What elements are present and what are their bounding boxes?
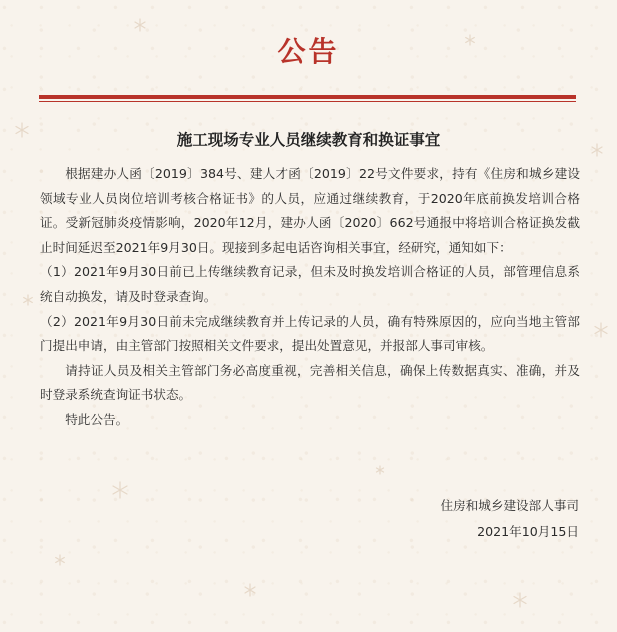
snowflake-ornament-icon bbox=[113, 482, 127, 498]
notice-body bbox=[40, 162, 580, 433]
notice-title: 施工现场专业人员继续教育和换证事宜 bbox=[176, 131, 441, 149]
banner-title: 公告 bbox=[277, 35, 340, 68]
snowflake-ornament-icon bbox=[595, 323, 607, 337]
issuer-name: 住房和城乡建设部人事司 bbox=[440, 498, 579, 513]
notice-paragraph: （1）2021年9月30日前已上传继续教育记录，但未及时换发培训合格证的人员，部管理信息系统自动换发，请及时登录查询。 bbox=[40, 264, 580, 304]
snowflake-ornament-icon bbox=[514, 593, 526, 607]
notice-paragraph: 请持证人员及相关主管部门务必高度重视，完善相关信息，确保上传数据真实、准确，并及时登录系统查询证书状态。 bbox=[40, 362, 580, 403]
snowflake-ornament-icon bbox=[56, 555, 65, 565]
snowflake-ornament-icon bbox=[135, 19, 145, 31]
notice-paragraph: 根据建办人函〔2019〕384号、建人才函〔2019〕22号文件要求，持有《住房和城乡建设领域专业人员岗位培训考核合格证书》的人员，应通过继续教育，于2020年底前换发培训合格证。受新冠肺炎疫情影响，2020年12月，建办人函〔2020〕662号通报中将培训合格证换发截止时间延迟至2021年9月30日。现接到多起电话咨询相关事宜，经研究，通知如下： bbox=[40, 166, 580, 255]
signature-block bbox=[440, 493, 579, 545]
header-divider-thick bbox=[39, 95, 576, 99]
notice-paragraph: 特此公告。 bbox=[65, 411, 129, 427]
snowflake-ornament-icon bbox=[377, 466, 384, 474]
header-divider-thin bbox=[39, 101, 576, 102]
snowflake-ornament-icon bbox=[24, 295, 33, 305]
notice-paragraph: （2）2021年9月30日前未完成继续教育并上传记录的人员，确有特殊原因的，应向当地主管部门提出申请，由主管部门按照相关文件要求，提出处置意见，并报部人事司审核。 bbox=[40, 313, 580, 354]
issue-date: 2021年10月15日 bbox=[477, 524, 579, 539]
snowflake-ornament-icon bbox=[245, 584, 255, 596]
